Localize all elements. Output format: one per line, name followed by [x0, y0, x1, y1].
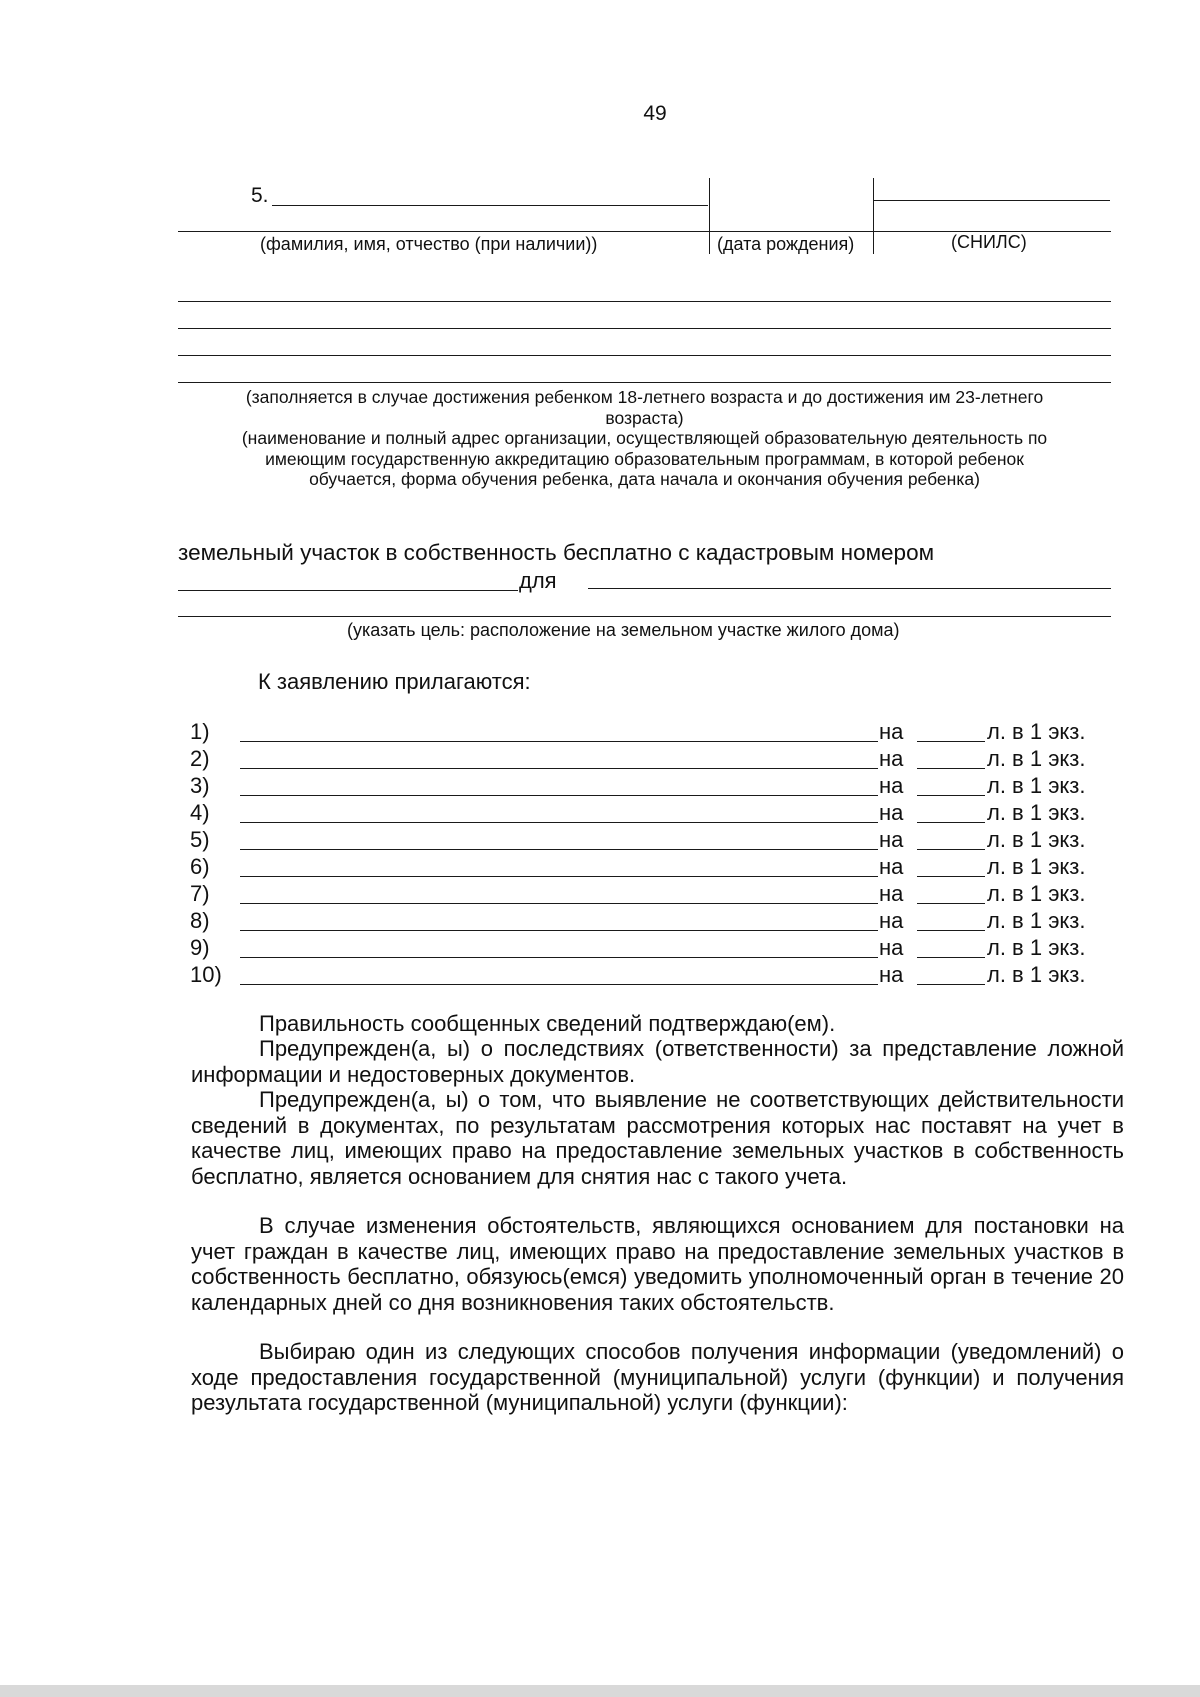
attachment-row	[190, 800, 1095, 826]
statement-confirm-text: Правильность сообщенных сведений подтверждаю(ем).	[259, 1011, 836, 1036]
attachment-pages-line[interactable]	[917, 984, 985, 985]
attachment-pages-line[interactable]	[917, 876, 985, 877]
attachment-na: на	[879, 719, 904, 744]
attachment-number: 2)	[190, 746, 210, 771]
attachment-na: на	[879, 908, 904, 933]
attachment-na: на	[879, 746, 904, 771]
attachment-title-line[interactable]	[240, 930, 878, 931]
attachment-number: 7)	[190, 881, 210, 906]
note-age-line-1: (заполняется в случае достижения ребенком 18-летнего возраста и до достижения им 23-летнего	[245, 387, 1044, 407]
attachment-row	[190, 908, 1095, 934]
attachment-pages-line[interactable]	[917, 741, 985, 742]
attachment-na: на	[879, 800, 904, 825]
note-org-line-1: (наименование и полный адрес организации, осуществляющей образовательную деятельность по	[241, 428, 1048, 448]
attachment-copies: л. в 1 экз.	[987, 719, 1086, 744]
attachment-copies: л. в 1 экз.	[987, 773, 1086, 798]
birth-column-left	[709, 178, 710, 254]
attachment-number: 8)	[190, 908, 210, 933]
attachment-row	[190, 719, 1095, 745]
statement-confirm	[191, 1011, 1124, 1037]
attachment-title-line[interactable]	[240, 984, 878, 985]
purpose-fill-line-2[interactable]	[178, 616, 1111, 617]
attachment-row	[190, 827, 1095, 853]
attachment-row	[190, 962, 1095, 988]
birth-column-right	[873, 178, 874, 254]
attachment-title-line[interactable]	[240, 957, 878, 958]
statement-notification-method-text: Выбираю один из следующих способов получения информации (уведомлений) о ходе предоставления государственной (муниципальной) услуги (функции) и получения результата государственной (муниципальной) услуги (функции):	[191, 1339, 1124, 1415]
attachment-na: на	[879, 827, 904, 852]
attachment-row	[190, 881, 1095, 907]
statement-warning-deregistration-text: Предупрежден(а, ы) о том, что выявление не соответствующих действительности сведений в документах, по результатам рассмотрения которых нас поставят на учет в качестве лиц, имеющих право на предоставление земельных участков в собственность бесплатно, является основанием для снятия нас с такого учета.	[191, 1087, 1124, 1189]
name-fill-line[interactable]	[272, 205, 708, 206]
education-fill-line-2[interactable]	[178, 328, 1111, 329]
attachment-title-line[interactable]	[240, 795, 878, 796]
attachment-title-line[interactable]	[240, 903, 878, 904]
note-age-line-2: возраста)	[605, 407, 684, 428]
attachment-title-line[interactable]	[240, 876, 878, 877]
purpose-caption: (указать цель: расположение на земельном участке жилого дома)	[347, 620, 900, 640]
attachment-pages-line[interactable]	[917, 795, 985, 796]
statement-warning-responsibility-text: Предупрежден(а, ы) о последствиях (ответственности) за представление ложной информации и недостоверных документов.	[191, 1036, 1124, 1087]
education-fill-line-1[interactable]	[178, 301, 1111, 302]
attachment-pages-line[interactable]	[917, 957, 985, 958]
statement-notification-method	[191, 1339, 1124, 1416]
attachment-na: на	[879, 881, 904, 906]
attachment-number: 4)	[190, 800, 210, 825]
attachment-title-line[interactable]	[240, 849, 878, 850]
attachment-number: 9)	[190, 935, 210, 960]
education-fill-line-3[interactable]	[178, 355, 1111, 356]
attachment-na: на	[879, 854, 904, 879]
attachment-copies: л. в 1 экз.	[987, 962, 1086, 987]
statement-notify-changes-text: В случае изменения обстоятельств, являющихся основанием для постановки на учет граждан в качестве лиц, имеющих право на предоставление земельных участков в собственность бесплатно, обязуюсь(емся) уведомить уполномоченный орган в течение 20 календарных дней со дня возникновения таких обстоятельств.	[191, 1213, 1124, 1315]
attachment-number: 6)	[190, 854, 210, 879]
attachment-na: на	[879, 962, 904, 987]
attachments-heading: К заявлению прилагаются:	[258, 669, 531, 694]
note-org-line-3: обучается, форма обучения ребенка, дата начала и окончания обучения ребенка)	[309, 469, 980, 489]
purpose-fill-line-1[interactable]	[588, 588, 1111, 589]
attachment-row	[190, 773, 1095, 799]
note-org-line-2: имеющим государственную аккредитацию образовательным программам, в которой ребенок	[265, 448, 1024, 469]
attachment-row	[190, 935, 1095, 961]
attachment-copies: л. в 1 экз.	[987, 935, 1086, 960]
land-text: земельный участок в собственность бесплатно с кадастровым номером	[178, 540, 935, 565]
attachment-title-line[interactable]	[240, 741, 878, 742]
attachment-title-line[interactable]	[240, 768, 878, 769]
attachment-row	[190, 746, 1095, 772]
statement-warning-deregistration	[191, 1087, 1124, 1189]
attachment-number: 10)	[190, 962, 222, 987]
attachment-copies: л. в 1 экз.	[987, 908, 1086, 933]
attachment-pages-line[interactable]	[917, 768, 985, 769]
caption-name: (фамилия, имя, отчество (при наличии))	[260, 234, 598, 254]
attachment-number: 5)	[190, 827, 210, 852]
attachment-pages-line[interactable]	[917, 849, 985, 850]
attachment-number: 1)	[190, 719, 210, 744]
attachment-pages-line[interactable]	[917, 822, 985, 823]
attachment-copies: л. в 1 экз.	[987, 827, 1086, 852]
education-notes	[178, 387, 1111, 490]
member-index: 5.	[251, 184, 269, 207]
attachment-title-line[interactable]	[240, 822, 878, 823]
attachment-copies: л. в 1 экз.	[987, 854, 1086, 879]
caption-birth: (дата рождения)	[717, 234, 855, 254]
attachment-number: 3)	[190, 773, 210, 798]
attachment-row	[190, 854, 1095, 880]
attachment-copies: л. в 1 экз.	[987, 800, 1086, 825]
caption-snils: (СНИЛС)	[951, 232, 1027, 252]
attachment-copies: л. в 1 экз.	[987, 746, 1086, 771]
snils-fill-line[interactable]	[874, 200, 1110, 201]
attachment-na: на	[879, 773, 904, 798]
education-fill-line-4[interactable]	[178, 382, 1111, 383]
page-number: 49	[643, 102, 667, 125]
attachment-copies: л. в 1 экз.	[987, 881, 1086, 906]
statement-warning-responsibility	[191, 1036, 1124, 1087]
attachment-na: на	[879, 935, 904, 960]
land-for-label: для	[519, 568, 557, 593]
attachment-pages-line[interactable]	[917, 930, 985, 931]
cadastral-number-line[interactable]	[178, 590, 518, 591]
attachment-pages-line[interactable]	[917, 903, 985, 904]
statement-notify-changes	[191, 1213, 1124, 1315]
